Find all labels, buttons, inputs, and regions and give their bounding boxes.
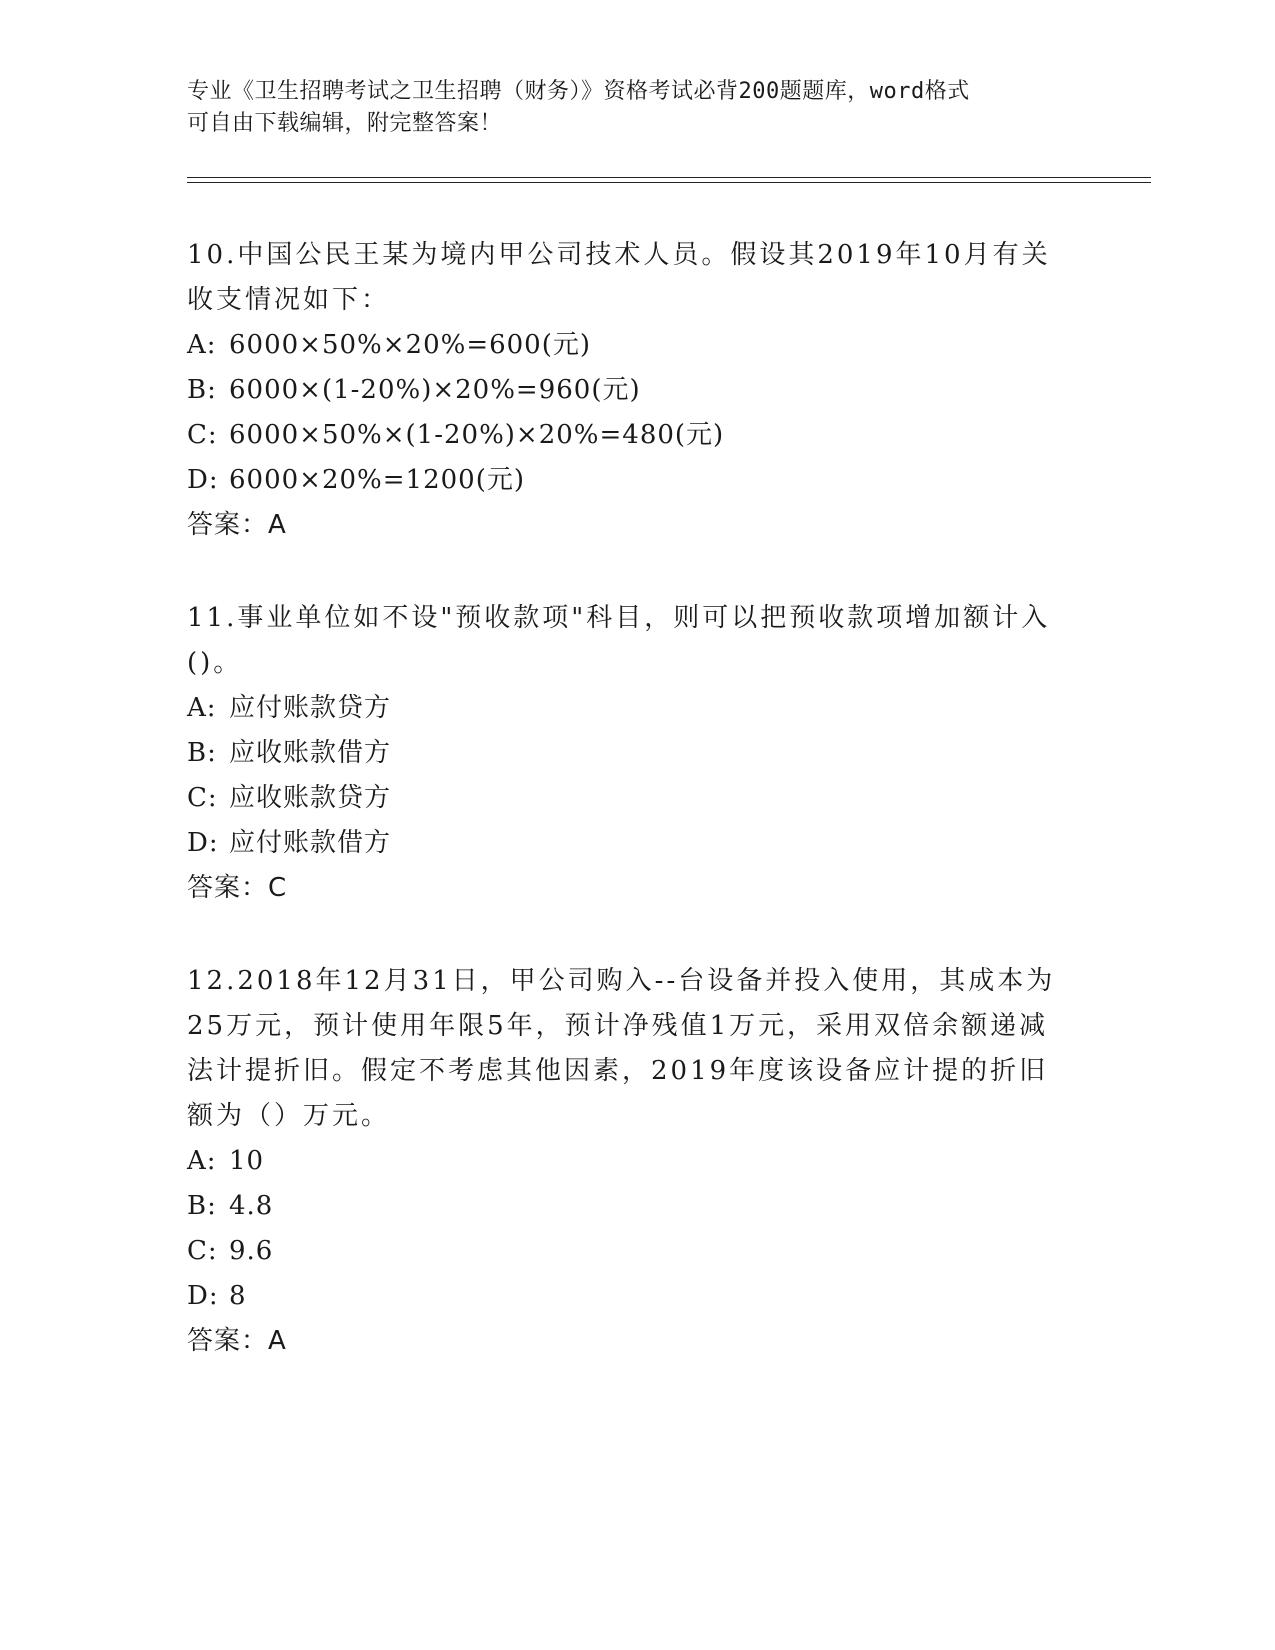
option-c xyxy=(187,1229,1077,1274)
option-d xyxy=(187,1274,1077,1319)
option-letter: D: xyxy=(187,828,219,858)
option-text: 应付账款借方 xyxy=(229,828,392,858)
question-11 xyxy=(187,596,1077,911)
option-letter: A: xyxy=(187,693,217,723)
option-letter: C: xyxy=(187,783,218,813)
option-letter: A: xyxy=(187,1146,217,1176)
option-letter: C: xyxy=(187,1236,218,1266)
option-a xyxy=(187,1139,1077,1184)
option-text: 8 xyxy=(229,1281,247,1311)
option-letter: C: xyxy=(187,420,218,450)
option-c xyxy=(187,413,1077,458)
option-text: 9.6 xyxy=(229,1236,274,1266)
header-divider-top xyxy=(187,177,1151,178)
document-header xyxy=(187,76,1067,140)
question-10 xyxy=(187,233,1077,548)
option-letter: D: xyxy=(187,465,219,495)
option-text: 4.8 xyxy=(229,1191,274,1221)
option-b xyxy=(187,368,1077,413)
question-stem: 10.中国公民王某为境内甲公司技术人员。假设其2019年10月有关收支情况如下： xyxy=(187,240,1051,315)
option-b xyxy=(187,1184,1077,1229)
answer-line: 答案：C xyxy=(187,873,288,903)
option-list xyxy=(187,1139,1077,1319)
answer-line: 答案：A xyxy=(187,510,287,540)
option-text: 应付账款贷方 xyxy=(229,693,392,723)
option-b xyxy=(187,731,1077,776)
header-line-2: 可自由下载编辑，附完整答案！ xyxy=(187,111,503,136)
option-letter: B: xyxy=(187,738,217,768)
option-list xyxy=(187,686,1077,866)
option-text: 应收账款借方 xyxy=(229,738,392,768)
option-list xyxy=(187,323,1077,503)
option-a xyxy=(187,323,1077,368)
option-text: 10 xyxy=(229,1146,265,1176)
option-text: 6000×(1-20%)×20%=960(元) xyxy=(229,375,641,405)
option-text: 6000×50%×20%=600(元) xyxy=(229,330,592,360)
option-letter: D: xyxy=(187,1281,219,1311)
option-d xyxy=(187,821,1077,866)
option-d xyxy=(187,458,1077,503)
answer-line: 答案：A xyxy=(187,1326,287,1356)
question-12 xyxy=(187,959,1077,1364)
option-letter: B: xyxy=(187,1191,217,1221)
option-c xyxy=(187,776,1077,821)
question-stem: 12.2018年12月31日，甲公司购入--台设备并投入使用，其成本为25万元，预计使用年限5年，预计净残值1万元，采用双倍余额递减法计提折旧。假定不考虑其他因素，2019年度该设备应计提的折旧额为（）万元。 xyxy=(187,966,1056,1131)
header-divider-bottom xyxy=(187,182,1151,183)
option-text: 应收账款贷方 xyxy=(229,783,392,813)
question-stem: 11.事业单位如不设"预收款项"科目，则可以把预收款项增加额计入()。 xyxy=(187,603,1051,678)
option-letter: A: xyxy=(187,330,217,360)
header-line-1: 专业《卫生招聘考试之卫生招聘（财务）》资格考试必背200题题库，word格式 xyxy=(187,79,970,104)
option-text: 6000×50%×(1-20%)×20%=480(元) xyxy=(229,420,725,450)
option-text: 6000×20%=1200(元) xyxy=(229,465,525,495)
option-a xyxy=(187,686,1077,731)
option-letter: B: xyxy=(187,375,217,405)
